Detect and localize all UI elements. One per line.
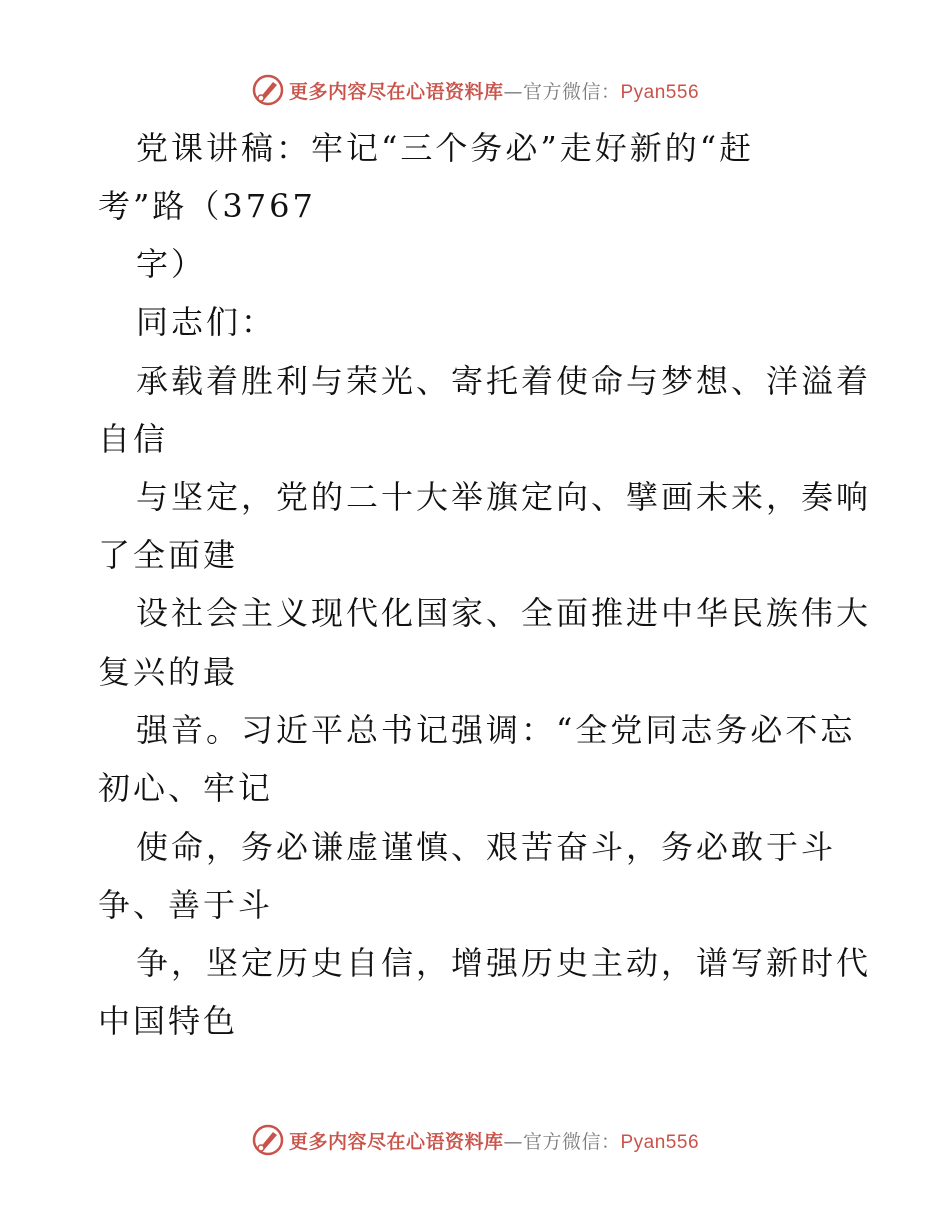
pen-logo-icon [251, 1123, 285, 1157]
footer-wechat-id: Pyan556 [620, 1131, 700, 1153]
doc-line-9: 设社会主义现代化国家、全面推进中华民族伟大 [136, 594, 872, 632]
doc-line-13: 使命，务必谦虚谨慎、艰苦奋斗，务必敢于斗 [136, 828, 837, 866]
header-text [289, 77, 699, 104]
header-banner [0, 70, 950, 110]
doc-line-14: 争、善于斗 [98, 886, 274, 924]
doc-line-11: 强音。习近平总书记强调：“全党同志务必不忘 [136, 711, 856, 749]
doc-line-12: 初心、牢记 [98, 769, 274, 807]
doc-line-2: 考”路（3767 [98, 187, 316, 225]
footer-separator: — [503, 1130, 523, 1153]
footer-text [289, 1127, 699, 1154]
doc-line-15: 争，坚定历史自信，增强历史主动，谱写新时代 [136, 944, 872, 982]
doc-line-3: 字） [136, 245, 207, 283]
header-wechat-id: Pyan556 [620, 81, 700, 103]
header-wechat-label: 官方微信： [522, 80, 621, 103]
pen-logo-icon [251, 73, 285, 107]
doc-line-6: 自信 [98, 420, 169, 458]
header-brand: 更多内容尽在心语资料库 [288, 80, 504, 103]
footer-wechat-label: 官方微信： [522, 1130, 621, 1153]
doc-line-4: 同志们： [136, 303, 277, 341]
footer-banner [0, 1120, 950, 1160]
doc-line-16: 中国特色 [98, 1002, 239, 1040]
doc-line-8: 了全面建 [98, 536, 239, 574]
doc-line-7: 与坚定，党的二十大举旗定向、擘画未来，奏响 [136, 478, 872, 516]
doc-line-1: 党课讲稿：牢记“三个务必”走好新的“赶 [136, 129, 755, 167]
footer-brand: 更多内容尽在心语资料库 [288, 1130, 504, 1153]
header-separator: — [503, 80, 523, 103]
doc-line-5: 承载着胜利与荣光、寄托着使命与梦想、洋溢着 [136, 362, 872, 400]
doc-line-10: 复兴的最 [98, 653, 239, 691]
